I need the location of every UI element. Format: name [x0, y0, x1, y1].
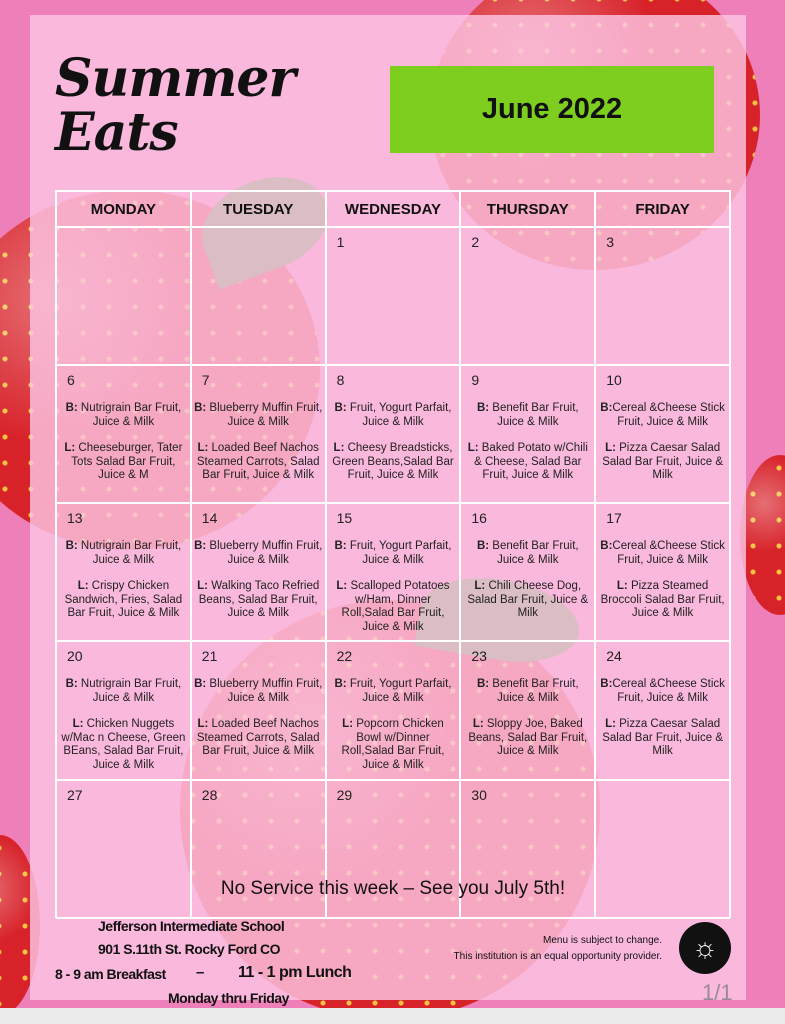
weekday-header: THURSDAY: [460, 191, 595, 227]
lunch-prefix: L:: [467, 442, 479, 454]
lunch-entry: [59, 580, 188, 621]
meal-details: [463, 678, 592, 772]
calendar-day-cell: [191, 365, 326, 503]
lunch-entry: [598, 442, 727, 483]
lunch-items: Scalloped Potatoes w/Ham, Dinner Roll,Salad Bar Fruit, Juice & Milk: [341, 580, 450, 633]
weekday-header: MONDAY: [56, 191, 191, 227]
meal-details: [463, 540, 592, 634]
calendar-day-cell: [460, 365, 595, 503]
meal-details: [194, 817, 323, 830]
month-banner: [390, 66, 714, 153]
lunch-entry: [598, 718, 727, 759]
calendar-day-cell: [326, 641, 461, 780]
lunch-items: Loaded Beef Nachos Steamed Carrots, Salad Bar Fruit, Juice & Milk: [196, 718, 320, 757]
calendar-day-cell: [595, 227, 730, 365]
breakfast-entry: [194, 540, 323, 567]
calendar-day-cell: [56, 503, 191, 641]
lunch-prefix: L:: [77, 580, 89, 592]
lunch-items: Pizza Caesar Salad Salad Bar Fruit, Juice & Milk: [602, 442, 723, 481]
lunch-prefix: L:: [605, 442, 616, 454]
breakfast-items: Fruit, Yogurt Parfait, Juice & Milk: [346, 402, 452, 428]
breakfast-prefix: B:: [65, 540, 78, 552]
page-title: [55, 48, 295, 163]
lunch-items: Popcorn Chicken Bowl w/Dinner Roll,Salad Bar Fruit, Juice & Milk: [341, 718, 445, 771]
lunch-prefix: L:: [342, 718, 354, 730]
calendar-day-cell: [326, 503, 461, 641]
breakfast-prefix: B:: [476, 402, 490, 414]
school-name: Jefferson Intermediate School: [98, 918, 285, 934]
lunch-prefix: L:: [472, 718, 484, 730]
breakfast-prefix: B:: [334, 678, 347, 690]
breakfast-entry: [329, 402, 458, 429]
day-number: 3: [606, 234, 614, 250]
school-address: 901 S.11th St. Rocky Ford CO: [98, 941, 281, 957]
lunch-entry: [194, 718, 323, 759]
no-service-note: No Service this week – See you July 5th!: [220, 878, 566, 899]
breakfast-entry: [463, 540, 592, 567]
lunch-items: Walking Taco Refried Beans, Salad Bar Fruit, Juice & Milk: [198, 580, 320, 619]
breakfast-items: Fruit, Yogurt Parfait, Juice & Milk: [346, 678, 452, 704]
meal-details: [59, 817, 188, 830]
breakfast-entry: [329, 678, 458, 705]
breakfast-entry: [598, 678, 727, 705]
breakfast-prefix: B:: [334, 540, 347, 552]
lunch-items: Chicken Nuggets w/Mac n Cheese, Green BEans, Salad Bar Fruit, Juice & Milk: [61, 718, 186, 771]
breakfast-entry: [463, 678, 592, 705]
calendar-day-cell: [595, 503, 730, 641]
breakfast-entry: [194, 678, 323, 705]
breakfast-items: Benefit Bar Fruit, Juice & Milk: [489, 540, 579, 566]
lunch-prefix: L:: [616, 580, 628, 592]
breakfast-entry: [598, 402, 727, 429]
breakfast-items: Cereal &Cheese Stick Fruit, Juice & Milk: [612, 402, 725, 428]
title-line-1: Summer: [55, 48, 295, 109]
calendar-day-cell: [595, 365, 730, 503]
weekday-header: TUESDAY: [191, 191, 326, 227]
day-number: 13: [67, 510, 83, 526]
day-number: 6: [67, 372, 75, 388]
lunch-entry: [194, 442, 323, 483]
calendar-day-cell: [460, 641, 595, 780]
meal-details: [329, 817, 458, 830]
lunch-prefix: L:: [474, 580, 486, 592]
breakfast-items: Fruit, Yogurt Parfait, Juice & Milk: [346, 540, 452, 566]
lunch-entry: [329, 580, 458, 634]
lunch-items: Crispy Chicken Sandwich, Fries, Salad Bar Fruit, Juice & Milk: [64, 580, 183, 619]
day-number: 1: [336, 234, 345, 250]
calendar-day-cell: [326, 227, 461, 365]
day-number: 20: [67, 648, 83, 664]
meal-details: [329, 678, 458, 785]
page-indicator: 1/1: [702, 980, 733, 1005]
calendar-day-cell: [56, 365, 191, 503]
breakfast-entry: [59, 402, 188, 429]
day-number: 30: [471, 787, 487, 803]
service-days: Monday thru Friday: [168, 990, 289, 1006]
lunch-items: Cheeseburger, Tater Tots Salad Bar Fruit, Juice & M: [71, 442, 183, 481]
meal-details: [463, 264, 592, 277]
breakfast-prefix: B:: [334, 402, 347, 414]
calendar-grid: [55, 190, 731, 918]
breakfast-items: Nutrigrain Bar Fruit, Juice & Milk: [77, 540, 182, 566]
day-number: 16: [471, 510, 487, 526]
lunch-prefix: L:: [197, 718, 209, 730]
calendar-day-cell: [191, 641, 326, 780]
calendar-day-cell: [326, 365, 461, 503]
meal-details: [329, 540, 458, 647]
meal-details: [194, 678, 323, 772]
viewer-bottom-bar: [0, 1008, 785, 1024]
breakfast-entry: [463, 402, 592, 429]
day-number: 27: [67, 787, 83, 803]
breakfast-hours: 8 - 9 am Breakfast: [55, 966, 166, 982]
hours-separator: –: [196, 964, 204, 981]
lunch-prefix: L:: [72, 718, 84, 730]
strawberry-image-right: [740, 455, 785, 615]
lunch-items: Baked Potato w/Chili & Cheese, Salad Bar Fruit, Juice & Milk: [474, 442, 588, 481]
calendar-day-cell: [191, 227, 326, 365]
title-line-2: Eats: [55, 102, 178, 163]
day-number: 7: [201, 372, 210, 388]
meal-details: [194, 540, 323, 634]
calendar-day-cell: [56, 227, 191, 365]
calendar-day-cell: [460, 503, 595, 641]
lunch-prefix: L:: [197, 442, 209, 454]
calendar-day-cell: [191, 503, 326, 641]
lunch-items: Sloppy Joe, Baked Beans, Salad Bar Fruit, Juice & Milk: [468, 718, 588, 757]
sun-icon: ☼: [679, 922, 731, 974]
day-number: 23: [471, 648, 487, 664]
day-number: 17: [606, 510, 622, 526]
meal-details: [59, 402, 188, 496]
lunch-prefix: L:: [336, 580, 348, 592]
day-number: 9: [471, 372, 480, 388]
lunch-entry: [463, 580, 592, 621]
breakfast-prefix: B:: [600, 540, 613, 552]
disclaimer-change: Menu is subject to change.: [543, 935, 662, 946]
calendar-day-cell: [595, 641, 730, 780]
lunch-prefix: L:: [605, 718, 616, 730]
meal-details: [59, 264, 188, 277]
meal-details: [598, 264, 727, 277]
lunch-items: Cheesy Breadsticks, Green Beans,Salad Bar Fruit, Juice & Milk: [332, 442, 454, 481]
weekday-header: FRIDAY: [595, 191, 730, 227]
breakfast-prefix: B:: [476, 678, 490, 690]
month-label: June 2022: [481, 93, 623, 125]
day-number: 2: [471, 234, 480, 250]
lunch-hours: 11 - 1 pm Lunch: [238, 964, 352, 981]
meal-details: [463, 402, 592, 496]
breakfast-prefix: B:: [194, 402, 207, 414]
lunch-entry: [598, 580, 727, 621]
breakfast-items: Nutrigrain Bar Fruit, Juice & Milk: [77, 402, 182, 428]
breakfast-items: Benefit Bar Fruit, Juice & Milk: [489, 402, 579, 428]
day-number: 14: [201, 510, 218, 526]
lunch-entry: [463, 718, 592, 759]
breakfast-items: Nutrigrain Bar Fruit, Juice & Milk: [77, 678, 182, 704]
lunch-items: Pizza Caesar Salad Salad Bar Fruit, Juice & Milk: [602, 718, 723, 757]
breakfast-entry: [329, 540, 458, 567]
breakfast-prefix: B:: [600, 402, 613, 414]
breakfast-items: Blueberry Muffin Fruit, Juice & Milk: [206, 402, 323, 428]
lunch-items: Loaded Beef Nachos Steamed Carrots, Salad Bar Fruit, Juice & Milk: [196, 442, 320, 481]
day-number: 28: [201, 787, 218, 803]
lunch-entry: [463, 442, 592, 483]
breakfast-items: Cereal &Cheese Stick Fruit, Juice & Milk: [612, 540, 725, 566]
breakfast-items: Benefit Bar Fruit, Juice & Milk: [489, 678, 579, 704]
breakfast-entry: [194, 402, 323, 429]
lunch-entry: [329, 442, 458, 483]
meal-details: [463, 817, 592, 830]
breakfast-prefix: B:: [194, 678, 207, 690]
meal-details: [59, 678, 188, 785]
lunch-prefix: L:: [197, 580, 209, 592]
meal-details: [598, 817, 727, 830]
calendar-day-cell: [56, 641, 191, 780]
breakfast-entry: [59, 678, 188, 705]
day-number: 29: [336, 787, 353, 803]
day-number: 15: [336, 510, 353, 526]
breakfast-prefix: B:: [194, 540, 207, 552]
breakfast-prefix: B:: [65, 402, 78, 414]
day-number: 21: [201, 648, 218, 664]
lunch-prefix: L:: [333, 442, 345, 454]
meal-details: [59, 540, 188, 634]
breakfast-items: Blueberry Muffin Fruit, Juice & Milk: [206, 540, 323, 566]
day-number: 24: [606, 648, 622, 664]
lunch-entry: [194, 580, 323, 621]
breakfast-prefix: B:: [600, 678, 613, 690]
calendar-day-cell: [460, 227, 595, 365]
breakfast-prefix: B:: [65, 678, 78, 690]
breakfast-prefix: B:: [476, 540, 490, 552]
weekday-header: WEDNESDAY: [326, 191, 461, 227]
disclaimer-equal-opportunity: This institution is an equal opportunity provider.: [453, 951, 662, 962]
meal-details: [598, 678, 727, 772]
lunch-entry: [329, 718, 458, 772]
meal-details: [194, 402, 323, 496]
meal-details: [194, 264, 323, 277]
day-number: 10: [606, 372, 622, 388]
meal-details: [598, 540, 727, 634]
lunch-items: Pizza Steamed Broccoli Salad Bar Fruit, Juice & Milk: [600, 580, 725, 619]
breakfast-entry: [598, 540, 727, 567]
day-number: 8: [336, 372, 345, 388]
lunch-entry: [59, 718, 188, 772]
lunch-prefix: L:: [64, 442, 76, 454]
breakfast-items: Cereal &Cheese Stick Fruit, Juice & Milk: [612, 678, 725, 704]
meal-details: [598, 402, 727, 496]
breakfast-items: Blueberry Muffin Fruit, Juice & Milk: [206, 678, 323, 704]
meal-details: [329, 264, 458, 277]
lunch-entry: [59, 442, 188, 483]
meal-details: [329, 402, 458, 496]
breakfast-entry: [59, 540, 188, 567]
day-number: 22: [336, 648, 353, 664]
lunch-items: Chili Cheese Dog, Salad Bar Fruit, Juice & Milk: [467, 580, 589, 619]
